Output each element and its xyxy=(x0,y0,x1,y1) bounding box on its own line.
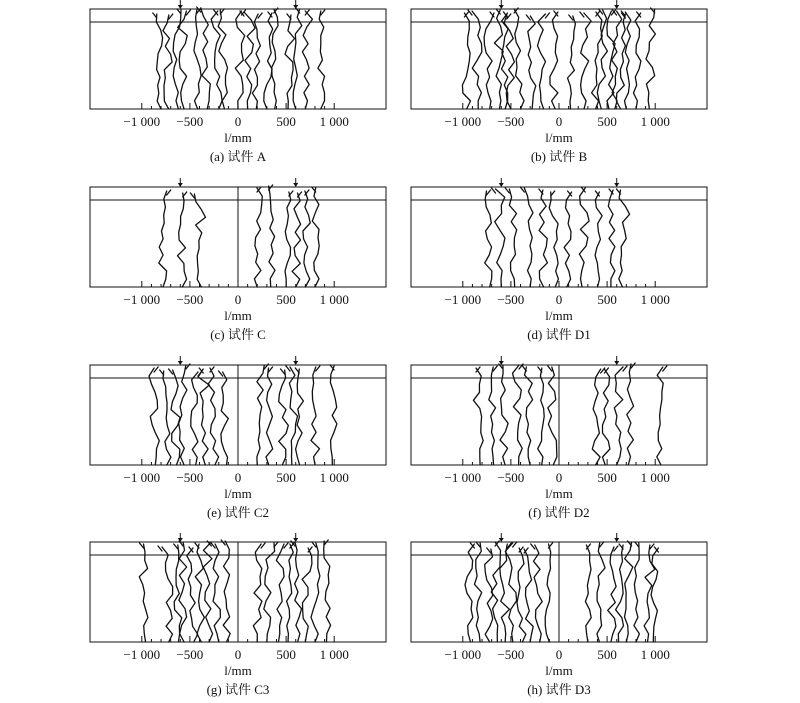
tick-label: 0 xyxy=(234,114,242,129)
load-arrow-icon xyxy=(293,183,298,187)
tick-label: 1 000 xyxy=(319,470,349,485)
crack xyxy=(651,547,658,642)
beam-outline xyxy=(90,9,386,109)
crack xyxy=(580,12,591,109)
load-arrow-icon xyxy=(614,361,619,365)
load-arrow-icon xyxy=(614,538,619,542)
tick-label: 500 xyxy=(597,114,617,129)
crack xyxy=(538,13,550,109)
tick-label: 0 xyxy=(234,470,242,485)
crack xyxy=(219,371,229,465)
crack xyxy=(505,542,516,642)
crack xyxy=(513,364,524,465)
tick-label: −1 000 xyxy=(123,470,161,485)
crack xyxy=(253,543,265,642)
panel-b xyxy=(411,0,707,164)
panel-caption: (g) 试件 C3 xyxy=(206,682,270,697)
crack xyxy=(522,366,532,465)
tick-label: −500 xyxy=(497,647,525,662)
panel-g xyxy=(90,533,386,697)
crack xyxy=(187,547,198,642)
crack xyxy=(139,543,148,642)
panel-caption: (h) 试件 D3 xyxy=(527,682,591,697)
tick-label: 500 xyxy=(597,292,617,307)
load-arrow-icon xyxy=(499,183,504,187)
crack xyxy=(149,367,159,465)
crack xyxy=(218,9,227,109)
tick-label: 1 000 xyxy=(640,114,670,129)
tick-label: −1 000 xyxy=(444,470,482,485)
axis-label: l/mm xyxy=(545,308,573,323)
crack xyxy=(159,190,171,287)
tick-label: 1 000 xyxy=(319,647,349,662)
tick-label: 0 xyxy=(234,647,242,662)
tick-label: 500 xyxy=(597,647,617,662)
crack xyxy=(597,9,607,109)
tick-label: −500 xyxy=(176,647,204,662)
crack xyxy=(254,187,262,287)
tick-label: −1 000 xyxy=(444,647,482,662)
crack xyxy=(475,542,482,642)
crack xyxy=(312,187,320,287)
crack xyxy=(257,364,268,465)
tick-label: 0 xyxy=(555,292,563,307)
tick-label: −1 000 xyxy=(123,114,161,129)
tick-label: 1 000 xyxy=(640,647,670,662)
panel-caption: (d) 试件 D1 xyxy=(527,327,591,342)
crack xyxy=(252,13,262,109)
crack xyxy=(526,15,536,109)
tick-label: −500 xyxy=(176,470,204,485)
crack xyxy=(203,541,212,642)
crack xyxy=(634,542,640,642)
panel-f xyxy=(411,356,707,520)
crack xyxy=(291,541,302,642)
crack xyxy=(311,542,320,642)
panel-caption: (c) 试件 C xyxy=(210,327,266,342)
load-arrow-icon xyxy=(499,5,504,9)
crack xyxy=(499,364,508,465)
panel-c xyxy=(90,178,386,342)
crack xyxy=(608,189,615,287)
crack xyxy=(158,546,173,642)
tick-label: −1 000 xyxy=(444,292,482,307)
crack xyxy=(153,13,163,109)
crack xyxy=(465,543,474,642)
crack xyxy=(235,10,245,109)
crack xyxy=(550,11,558,109)
tick-label: −1 000 xyxy=(123,647,161,662)
crack xyxy=(489,366,497,465)
crack xyxy=(494,9,503,109)
crack xyxy=(179,541,187,642)
crack xyxy=(617,189,630,287)
axis-label: l/mm xyxy=(545,486,573,501)
crack xyxy=(616,13,625,109)
axis-label: l/mm xyxy=(224,308,252,323)
crack xyxy=(195,543,204,642)
crack xyxy=(517,547,526,642)
crack xyxy=(644,544,655,642)
crack xyxy=(264,12,273,109)
crack xyxy=(318,10,325,109)
crack xyxy=(276,543,288,642)
beam-outline xyxy=(411,187,707,287)
panel-h xyxy=(411,533,707,697)
load-arrow-icon xyxy=(614,5,619,9)
crack xyxy=(287,543,294,642)
crack xyxy=(585,544,591,642)
crack xyxy=(264,542,278,642)
crack xyxy=(163,14,173,109)
crack xyxy=(545,543,552,642)
crack xyxy=(303,190,310,287)
crack xyxy=(657,366,667,465)
crack xyxy=(292,192,301,287)
crack xyxy=(191,371,202,465)
crack xyxy=(524,548,533,642)
tick-label: −1 000 xyxy=(123,292,161,307)
crack xyxy=(272,8,278,109)
tick-label: 500 xyxy=(276,114,296,129)
crack xyxy=(579,187,589,287)
crack xyxy=(614,366,627,465)
tick-label: 0 xyxy=(555,647,563,662)
axis-label: l/mm xyxy=(545,130,573,145)
crack xyxy=(302,547,312,642)
tick-label: −500 xyxy=(176,114,204,129)
crack xyxy=(484,12,494,109)
tick-label: −1 000 xyxy=(444,114,482,129)
crack xyxy=(539,189,548,287)
load-arrow-icon xyxy=(178,361,183,365)
crack xyxy=(160,370,171,465)
axis-label: l/mm xyxy=(224,663,252,678)
crack xyxy=(198,368,209,465)
crack xyxy=(190,193,205,287)
tick-label: 1 000 xyxy=(319,292,349,307)
crack xyxy=(549,191,558,287)
tick-label: 0 xyxy=(555,470,563,485)
tick-label: 500 xyxy=(276,647,296,662)
load-arrow-icon xyxy=(178,183,183,187)
crack xyxy=(548,366,557,465)
crack xyxy=(608,546,618,642)
crack xyxy=(330,365,337,465)
crack xyxy=(597,542,605,642)
load-arrow-icon xyxy=(614,183,619,187)
crack xyxy=(505,188,516,287)
crack xyxy=(603,368,610,465)
crack xyxy=(485,190,492,287)
load-arrow-icon xyxy=(178,538,183,542)
crack xyxy=(564,191,572,287)
panel-a xyxy=(90,0,386,164)
crack xyxy=(295,368,303,465)
axis-label: l/mm xyxy=(224,486,252,501)
panel-d1 xyxy=(411,178,707,342)
axis-label: l/mm xyxy=(224,130,252,145)
load-arrow-icon xyxy=(293,361,298,365)
panel-caption: (f) 试件 D2 xyxy=(528,505,590,520)
crack xyxy=(285,191,293,287)
crack xyxy=(520,187,533,287)
panel-caption: (b) 试件 B xyxy=(530,149,588,164)
crack xyxy=(538,367,545,465)
tick-label: 500 xyxy=(276,292,296,307)
crack xyxy=(625,541,633,642)
crack xyxy=(279,369,289,465)
crack xyxy=(462,12,470,109)
tick-label: −500 xyxy=(176,292,204,307)
crack xyxy=(178,192,187,287)
crack xyxy=(293,8,302,109)
tick-label: 1 000 xyxy=(640,292,670,307)
crack xyxy=(646,8,655,109)
crack xyxy=(634,12,641,109)
tick-label: 500 xyxy=(276,470,296,485)
crack xyxy=(208,367,219,465)
crack xyxy=(169,369,181,465)
load-arrow-icon xyxy=(293,538,298,542)
beam-outline xyxy=(411,9,707,109)
crack xyxy=(592,368,604,465)
panel-e xyxy=(90,356,386,520)
crack xyxy=(514,8,524,109)
crack xyxy=(616,544,624,642)
panel-caption: (e) 试件 C2 xyxy=(206,505,270,520)
load-arrow-icon xyxy=(178,5,183,9)
crack xyxy=(492,188,505,287)
crack xyxy=(485,548,493,642)
crack xyxy=(473,367,483,465)
tick-label: 500 xyxy=(597,470,617,485)
crack xyxy=(311,366,320,465)
crack xyxy=(194,8,201,109)
crack xyxy=(595,191,602,287)
tick-label: −500 xyxy=(497,292,525,307)
crack xyxy=(178,10,191,109)
tick-label: −500 xyxy=(497,114,525,129)
tick-label: 0 xyxy=(234,292,242,307)
crack xyxy=(266,367,273,465)
crack xyxy=(211,543,220,642)
crack xyxy=(568,15,576,109)
tick-label: 0 xyxy=(555,114,563,129)
tick-label: −500 xyxy=(497,470,525,485)
tick-label: 1 000 xyxy=(640,470,670,485)
crack xyxy=(302,10,312,109)
panel-caption: (a) 试件 A xyxy=(209,149,267,164)
axis-label: l/mm xyxy=(545,663,573,678)
crack xyxy=(211,10,222,109)
tick-label: 1 000 xyxy=(319,114,349,129)
